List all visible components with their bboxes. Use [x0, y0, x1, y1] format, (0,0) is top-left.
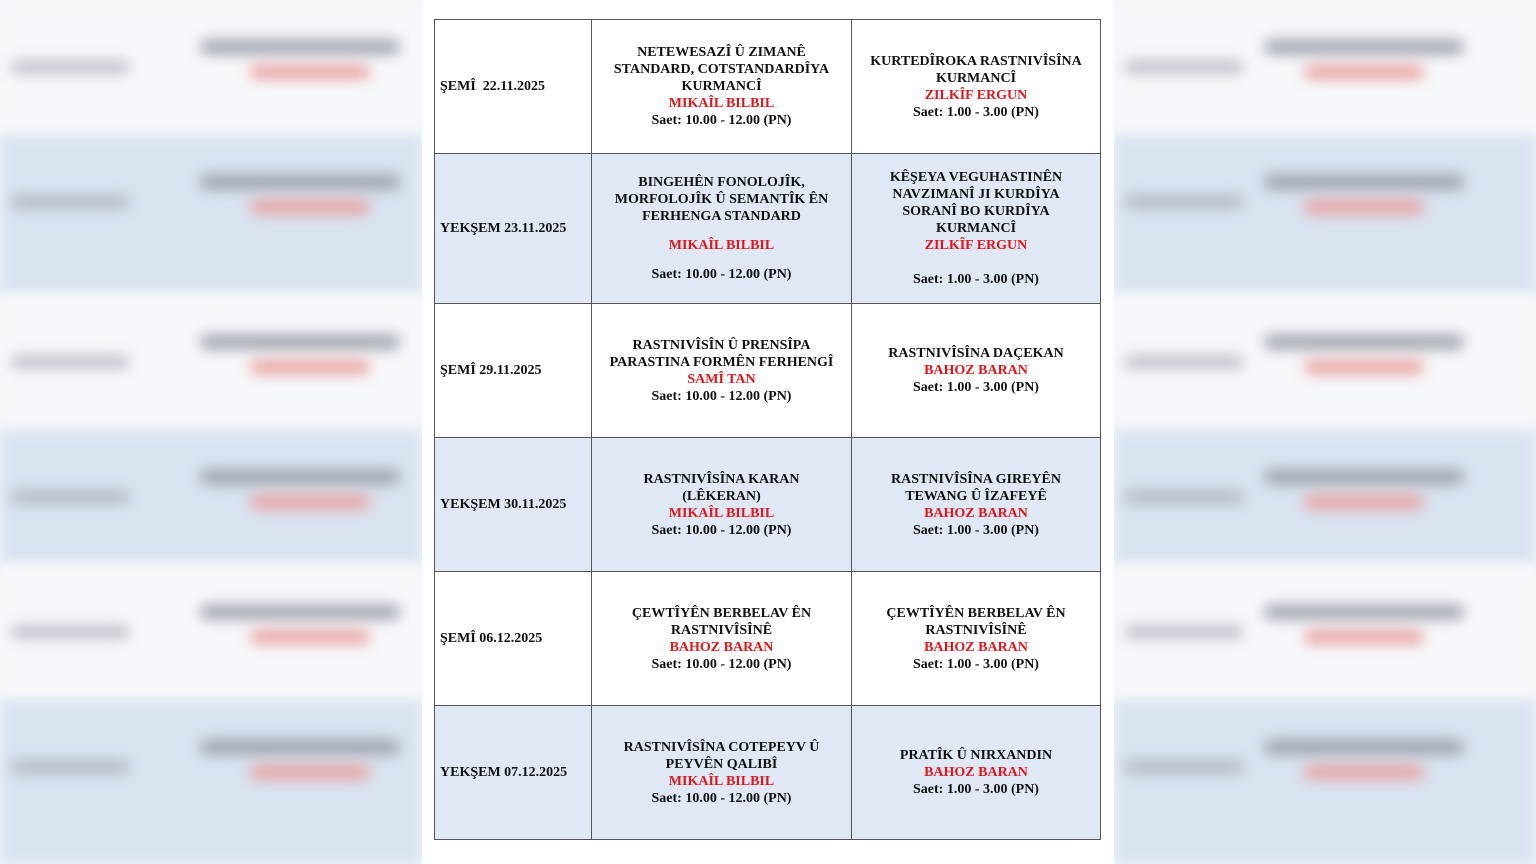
blurred-text — [1124, 625, 1244, 639]
blurred-text — [1124, 60, 1244, 74]
blurred-text — [200, 335, 400, 349]
session-title-line: RASTNIVÎSÎNA COTEPEYV Û — [623, 739, 820, 755]
blurred-text — [1264, 470, 1464, 484]
afternoon-session-cell — [852, 572, 1101, 706]
session-title-line: BINGEHÊN FONOLOJÎK, — [638, 175, 805, 190]
date-cell — [435, 154, 592, 304]
session-time: Saet: 10.00 - 12.00 (PN) — [651, 113, 792, 128]
blurred-text — [200, 470, 400, 484]
session-title-line: SORANÎ BO KURDÎYA — [902, 204, 1050, 219]
afternoon-session-cell — [852, 154, 1101, 304]
morning-session-cell — [592, 706, 852, 840]
session-title-line: KURMANCÎ — [935, 70, 1017, 86]
teacher-name: ZILKÎF ERGUN — [924, 238, 1028, 253]
date-cell — [435, 572, 592, 706]
session-time: Saet: 10.00 - 12.00 (PN) — [651, 267, 792, 282]
session-time: Saet: 1.00 - 3.00 (PN) — [913, 522, 1039, 538]
session-time: Saet: 1.00 - 3.00 (PN) — [913, 782, 1039, 797]
teacher-name: MIKAÎL BILBIL — [668, 773, 775, 789]
blurred-row — [1114, 135, 1536, 295]
blurred-text — [1304, 495, 1424, 509]
morning-session-cell — [592, 154, 852, 304]
schedule-row — [435, 438, 1101, 572]
schedule-row — [435, 572, 1101, 706]
teacher-name: BAHOZ BARAN — [924, 639, 1028, 655]
date-label: ŞEMÎ 22.11.2025 — [440, 79, 546, 94]
schedule-row — [435, 706, 1101, 840]
blurred-text — [1264, 40, 1464, 54]
session-title-line: RASTNIVÎSÎNA KARAN — [643, 471, 800, 487]
blurred-text — [1264, 740, 1464, 754]
blurred-text — [200, 740, 400, 754]
session-title-line: PRATÎK Û NIRXANDIN — [899, 748, 1053, 763]
blurred-text — [250, 630, 370, 644]
blurred-text — [200, 175, 400, 189]
blurred-background-left — [0, 0, 422, 864]
schedule-row — [435, 304, 1101, 438]
blurred-text — [10, 490, 130, 504]
teacher-name: BAHOZ BARAN — [924, 765, 1028, 780]
session-time: Saet: 1.00 - 3.00 (PN) — [913, 380, 1039, 395]
session-title-line: ÇEWTÎYÊN BERBELAV ÊN — [631, 605, 812, 621]
blurred-text — [1304, 65, 1424, 79]
session-title-line: PEYVÊN QALIBÎ — [665, 756, 778, 772]
morning-session-cell — [592, 438, 852, 572]
afternoon-session-cell — [852, 438, 1101, 572]
blurred-text — [1264, 335, 1464, 349]
session-title-line: RASTNIVÎSÎNÊ — [925, 622, 1027, 638]
teacher-name: MIKAÎL BILBIL — [668, 238, 775, 253]
blurred-row — [0, 135, 422, 295]
blurred-text — [250, 360, 370, 374]
teacher-name: BAHOZ BARAN — [924, 505, 1028, 521]
session-title-line: (LÊKERAN) — [682, 488, 761, 504]
date-cell — [435, 304, 592, 438]
morning-session-cell — [592, 304, 852, 438]
session-title-line: NETEWESAZÎ Û ZIMANÊ — [637, 45, 806, 60]
date-label: YEKŞEM 07.12.2025 — [440, 765, 568, 780]
session-title-line: MORFOLOJÎK Û SEMANTÎK ÊN — [614, 192, 829, 207]
blurred-text — [1124, 355, 1244, 369]
blurred-text — [1304, 200, 1424, 214]
date-label: YEKŞEM 30.11.2025 — [440, 497, 567, 512]
teacher-name: MIKAÎL BILBIL — [668, 96, 775, 111]
teacher-name: BAHOZ BARAN — [669, 639, 774, 655]
teacher-name: SAMÎ TAN — [687, 371, 756, 387]
blurred-text — [10, 195, 130, 209]
blurred-text — [10, 60, 130, 74]
schedule-row — [435, 154, 1101, 304]
blurred-text — [250, 200, 370, 214]
blurred-row — [0, 700, 422, 864]
blurred-text — [200, 40, 400, 54]
session-title-line: KÊŞEYA VEGUHASTINÊN — [889, 170, 1063, 185]
blurred-text — [1264, 605, 1464, 619]
session-title-line: NAVZIMANÎ JI KURDÎYA — [892, 187, 1060, 202]
session-title-line: STANDARD, COTSTANDARDÎYA — [613, 62, 830, 77]
blurred-background-right — [1114, 0, 1536, 864]
date-label: ŞEMÎ 06.12.2025 — [440, 631, 543, 646]
blurred-text — [1304, 630, 1424, 644]
schedule-row — [435, 20, 1101, 154]
afternoon-session-cell — [852, 304, 1101, 438]
session-time: Saet: 1.00 - 3.00 (PN) — [913, 272, 1039, 287]
blurred-text — [250, 65, 370, 79]
session-title-line: RASTNIVÎSÎNA GIREYÊN — [891, 471, 1061, 487]
session-time: Saet: 10.00 - 12.00 (PN) — [651, 656, 792, 672]
blurred-text — [1124, 490, 1244, 504]
session-time: Saet: 1.00 - 3.00 (PN) — [913, 104, 1039, 120]
session-title-line: KURMANCÎ — [935, 221, 1017, 236]
date-label: ŞEMÎ 29.11.2025 — [440, 363, 542, 378]
blurred-text — [10, 355, 130, 369]
blurred-text — [1264, 175, 1464, 189]
morning-session-cell — [592, 572, 852, 706]
blurred-text — [250, 495, 370, 509]
session-title-line: FERHENGA STANDARD — [642, 209, 801, 224]
blurred-text — [1124, 760, 1244, 774]
session-title-line: RASTNIVÎSÎNÊ — [670, 622, 773, 638]
blurred-text — [1124, 195, 1244, 209]
blurred-text — [1304, 765, 1424, 779]
session-title-line: PARASTINA FORMÊN FERHENGÎ — [609, 354, 834, 370]
teacher-name: ZILKÎF ERGUN — [924, 87, 1028, 103]
date-label: YEKŞEM 23.11.2025 — [440, 221, 567, 236]
schedule-table — [434, 19, 1101, 840]
date-cell — [435, 20, 592, 154]
blurred-row — [1114, 700, 1536, 864]
blurred-text — [250, 765, 370, 779]
session-title-line: KURMANCÎ — [681, 79, 762, 94]
session-time: Saet: 1.00 - 3.00 (PN) — [913, 656, 1039, 672]
date-cell — [435, 706, 592, 840]
blurred-text — [10, 625, 130, 639]
session-title-line: TEWANG Û ÎZAFEYÊ — [905, 488, 1047, 504]
session-time: Saet: 10.00 - 12.00 (PN) — [651, 388, 792, 404]
blurred-text — [1304, 360, 1424, 374]
blurred-text — [10, 760, 130, 774]
session-time: Saet: 10.00 - 12.00 (PN) — [651, 522, 792, 538]
teacher-name: MIKAÎL BILBIL — [668, 505, 775, 521]
morning-session-cell — [592, 20, 852, 154]
session-title-line: RASTNIVÎSÎNA DAÇEKAN — [888, 346, 1064, 361]
session-time: Saet: 10.00 - 12.00 (PN) — [651, 790, 792, 806]
session-title-line: ÇEWTÎYÊN BERBELAV ÊN — [886, 605, 1066, 621]
session-title-line: RASTNIVÎSÎN Û PRENSÎPA — [632, 337, 811, 353]
session-title-line: KURTEDÎROKA RASTNIVÎSÎNA — [870, 53, 1082, 69]
afternoon-session-cell — [852, 706, 1101, 840]
teacher-name: BAHOZ BARAN — [924, 363, 1028, 378]
date-cell — [435, 438, 592, 572]
afternoon-session-cell — [852, 20, 1101, 154]
blurred-text — [200, 605, 400, 619]
